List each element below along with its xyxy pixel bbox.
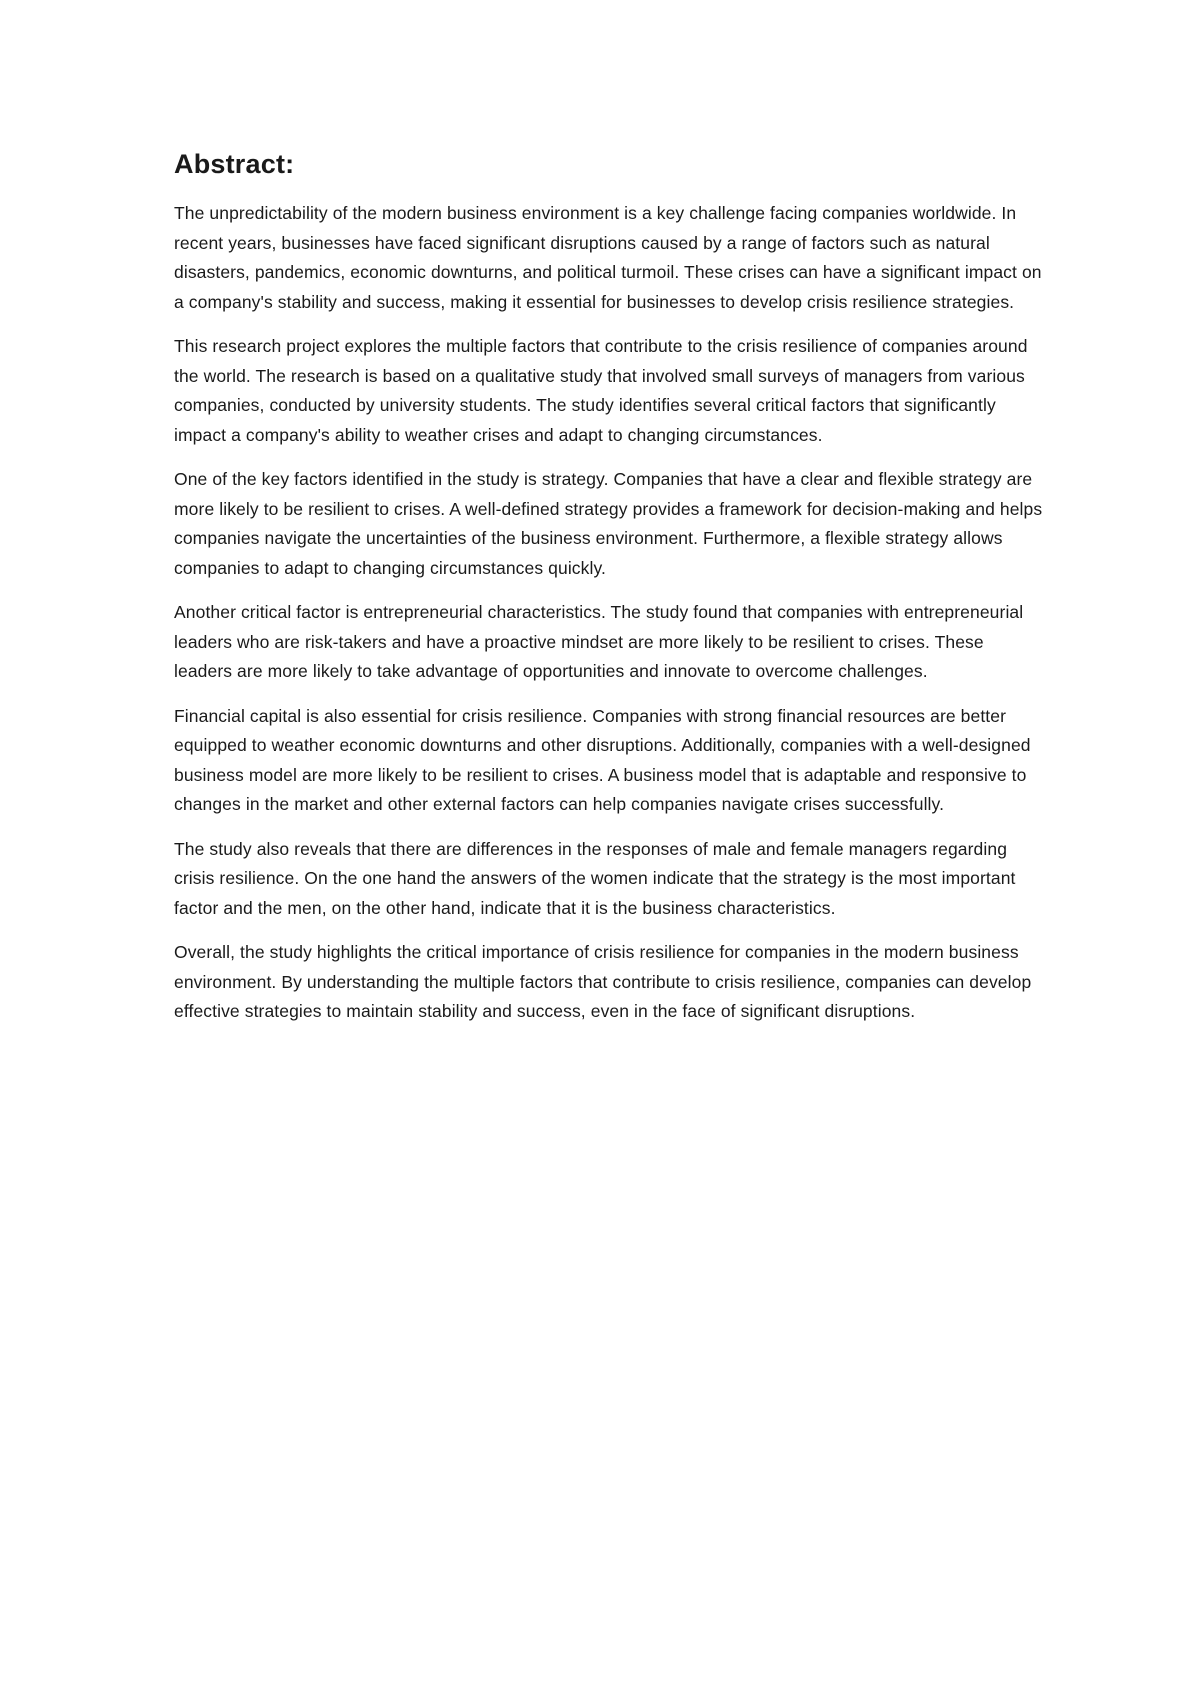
abstract-paragraph-gender: The study also reveals that there are differences in the responses of male and female managers regarding crisis resilience. On the one hand the answers of the women indicate that the strategy is the most important factor and the men, on the other hand, indicate that it is the business characteristics. xyxy=(174,838,1016,918)
abstract-heading: Abstract: xyxy=(174,149,295,179)
abstract-paragraph-financial: Financial capital is also essential for crisis resilience. Companies with strong financial resources are better equipped to weather economic downturns and other disruptions. Additionally, companies with a well-designed business model are more likely to be resilient to crises. A business model that is adaptable and responsive to changes in the market and other external factors can help companies navigate crises successfully. xyxy=(174,705,1031,814)
abstract-paragraph-conclusion: Overall, the study highlights the critical importance of crisis resilience for companies in the modern business environment. By understanding the multiple factors that contribute to crisis resilience, companies can develop effective strategies to maintain stability and success, even in the face of significant disruptions. xyxy=(174,942,1032,1021)
abstract-paragraph-strategy: One of the key factors identified in the study is strategy. Companies that have a clear and flexible strategy are more likely to be resilient to crises. A well-defined strategy provides a framework for decision-making and helps companies navigate the uncertainties of the business environment. Furthermore, a flexible strategy allows companies to adapt to changing circumstances quickly. xyxy=(174,469,1043,578)
abstract-paragraph-entrepreneurial: Another critical factor is entrepreneurial characteristics. The study found that companies with entrepreneurial leaders who are risk-takers and have a proactive mindset are more likely to be resilient to crises. These leaders are more likely to take advantage of opportunities and innovate to overcome challenges. xyxy=(174,602,1024,681)
document-body xyxy=(174,146,1044,1042)
abstract-paragraph-intro: The unpredictability of the modern business environment is a key challenge facing companies worldwide. In recent years, businesses have faced significant disruptions caused by a range of factors such as natural disasters, pandemics, economic downturns, and political turmoil. These crises can have a significant impact on a company's stability and success, making it essential for businesses to develop crisis resilience strategies. xyxy=(174,203,1042,312)
abstract-paragraph-research: This research project explores the multiple factors that contribute to the crisis resilience of companies around the world. The research is based on a qualitative study that involved small surveys of managers from various companies, conducted by university students. The study identifies several critical factors that significantly impact a company's ability to weather crises and adapt to changing circumstances. xyxy=(174,336,1028,445)
